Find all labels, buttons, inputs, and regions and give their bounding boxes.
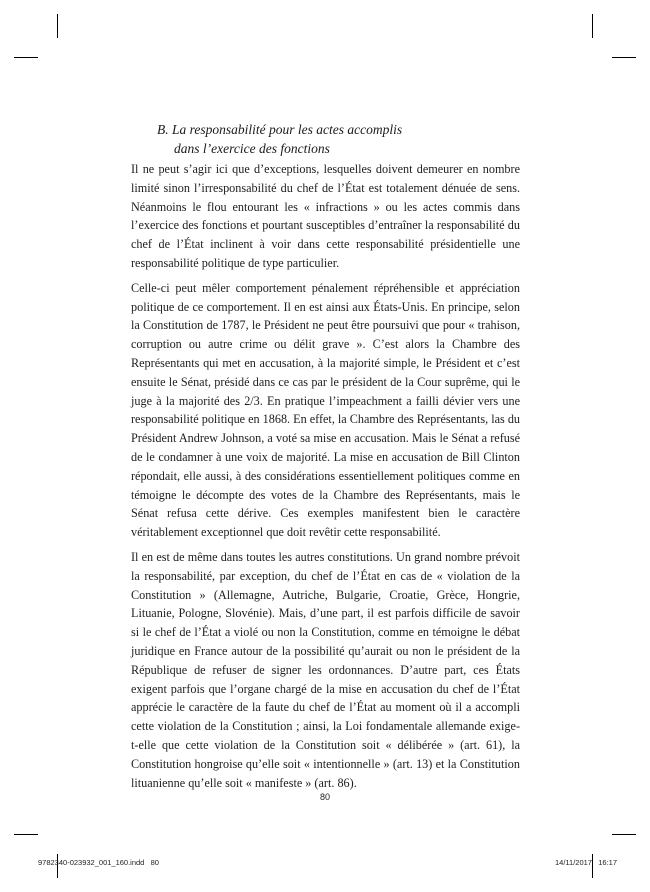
crop-mark bbox=[612, 834, 636, 835]
crop-mark bbox=[592, 14, 593, 38]
slug-datetime: 14/11/2017 16:17 bbox=[555, 858, 617, 867]
section-heading-line-1: B. La responsabilité pour les actes accomplis bbox=[157, 122, 403, 137]
crop-mark bbox=[14, 834, 38, 835]
crop-mark bbox=[612, 57, 636, 58]
paragraph-3: Il en est de même dans toutes les autres constitutions. Un grand nombre prévoit la responsabilité, par exception, du chef de l’État en cas de « violation de la Constitution » (Allemagne, Autriche, Bulgarie, Croatie, Grèce, Hongrie, Lituanie, Pologne, Slovénie). Mais, d’une part, il est parfois difficile de savoir si le chef de l’État a violé ou non la Constitution, comme en témoigne le débat juridique en France autour de la possibilité qu’aurait ou non le président de la République de refuser de signer les ordonnances. D’autre part, ces États exigent parfois que l’organe chargé de la mise en accusation du chef de l’État apprécie le caractère de la faute du chef de l’État au moment où il a accompli cette violation de la Constitution ; ainsi, la Loi fondamentale allemande exige-t-elle que cette violation de la Constitution soit « délibérée » (art. 61), la Constitution hongroise qu’elle soit « intentionnelle » (art. 13) et la Constitution lituanienne qu’elle soit « manifeste » (art. 86). bbox=[131, 549, 520, 790]
paragraph-2: Celle-ci peut mêler comportement pénalement répréhensible et appréciation politique de ce comportement. Il en est ainsi aux États-Unis. En principe, selon la Constitution de 1787, le Président ne peut être poursuivi que pour « trahison, corruption ou autre crime ou délit grave ». C’est alors la Chambre des Représentants qui met en accusation, à la majorité simple, le Président et c’est ensuite le Sénat, présidé dans ce cas par le président de la Cour suprême, qui le juge à la majorité des 2/3. En pratique l’impeachment a failli dévier vers une responsabilité politique en 1868. En effet, la Chambre des Représentants, las du Président Andrew Johnson, a voté sa mise en accusation. Mais le Sénat a refusé de le condamner à une voix de majorité. La mise en accusation de Bill Clinton répondait, elle aussi, à des considérations essentiellement politiques comme en témoigne le décompte des votes de la Chambre des Représentants, mais le Sénat refusa cette dérive. Ces exemples manifestent bien le caractère véritablement exceptionnel que doit revêtir cette responsabilité. bbox=[131, 280, 520, 540]
paragraph-1: Il ne peut s’agir ici que d’exceptions, lesquelles doivent demeurer en nombre limité sinon l’irresponsabilité du chef de l’État est totalement dénuée de sens. Néanmoins le flou entourant les « infractions » ou les actes commis dans l’exercice des fonctions et pourtant susceptibles d’entraîner la responsabilité du chef de l’État inclinent à voir dans cette responsabilité présidentielle une responsabilité politique de type particulier. bbox=[131, 162, 520, 270]
body-text bbox=[131, 160, 520, 792]
crop-mark bbox=[14, 57, 38, 58]
crop-mark bbox=[57, 14, 58, 38]
slug-file-info: 9782340-023932_001_160.indd 80 bbox=[38, 858, 159, 867]
section-heading-line-2: dans l’exercice des fonctions bbox=[174, 141, 330, 156]
section-heading bbox=[157, 120, 537, 158]
page-number: 80 bbox=[319, 792, 330, 802]
